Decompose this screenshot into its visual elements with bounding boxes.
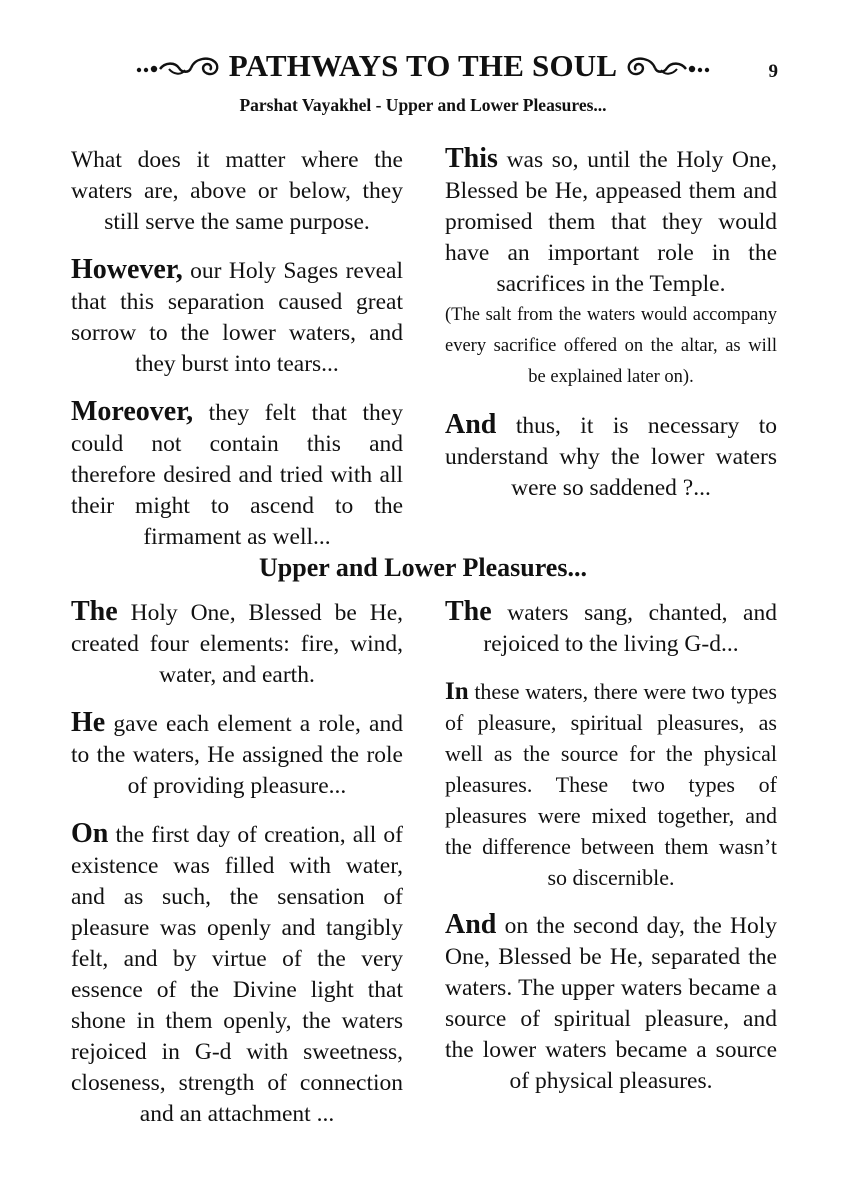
paragraph	[445, 143, 777, 300]
paragraph	[71, 254, 403, 380]
paragraph-lead-word: On	[71, 818, 109, 849]
section-heading: Upper and Lower Pleasures...	[259, 553, 587, 582]
paragraph-text: they felt that they could not contain this and therefore desired and tried with all their might to ascend to the firmament as well...	[71, 400, 403, 550]
paragraph	[445, 909, 777, 1097]
paragraph-text: What does it matter where the waters are, above or below, they still serve the same purpose.	[71, 147, 403, 235]
paragraph-text: on the second day, the Holy One, Blessed be He, separated the waters. The upper waters became a source of spiritual pleasure, and the lower waters became a source of physical pleasures.	[445, 913, 777, 1094]
top-left-column	[71, 143, 403, 569]
paragraph-text: waters sang, chanted, and rejoiced to the living G-d...	[483, 600, 777, 657]
book-title: PATHWAYS TO THE SOUL	[135, 48, 712, 84]
page-number: 9	[768, 61, 778, 82]
paragraph-lead-word: And	[445, 409, 497, 440]
paragraph-lead-word: However,	[71, 254, 183, 285]
paragraph	[71, 596, 403, 691]
bottom-right-column	[445, 596, 777, 1113]
bottom-left-column	[71, 596, 403, 1146]
parenthetical-note	[445, 300, 777, 393]
paragraph-text: Holy One, Blessed be He, created four elements: fire, wind, water, and earth.	[71, 600, 403, 688]
running-header	[0, 48, 846, 84]
paragraph-text: was so, until the Holy One, Blessed be He, appeased them and promised them that they would have an important role in the sacrifices in the Temple.	[445, 147, 777, 297]
paragraph-text: gave each element a role, and to the waters, He assigned the role of providing pleasure...	[71, 711, 403, 799]
paragraph-text: the first day of creation, all of existence was filled with water, and as such, the sensation of pleasure was openly and tangibly felt, and by virtue of the very essence of the Divine light that shone in them openly, the waters rejoiced in G-d with sweetness, closeness, strength of connection and an attachment ...	[71, 822, 403, 1127]
paragraph-text: thus, it is necessary to understand why the lower waters were so saddened ?...	[445, 413, 777, 501]
paragraph-lead-word: In	[445, 678, 469, 705]
paragraph-lead-word: This	[445, 143, 498, 174]
paragraph	[71, 707, 403, 802]
paragraph-text: these waters, there were two types of pleasure, spiritual pleasures, as well as the source for the physical pleasures. These two types of pleasures were mixed together, and the difference between them wasn’t so discernible.	[445, 679, 777, 890]
paragraph	[445, 409, 777, 504]
paragraph-lead-word: He	[71, 707, 106, 738]
paragraph	[71, 396, 403, 553]
paragraph-lead-word: The	[445, 596, 492, 627]
chapter-subtitle: Parshat Vayakhel - Upper and Lower Pleasures...	[239, 95, 607, 115]
paragraph-lead-word: The	[71, 596, 118, 627]
paragraph-text: (The salt from the waters would accompany every sacrifice offered on the altar, as will be explained later on).	[445, 305, 777, 387]
paragraph	[445, 596, 777, 660]
left-flourish-ornament	[135, 51, 223, 81]
paragraph	[445, 676, 777, 893]
paragraph-lead-word: And	[445, 909, 497, 940]
paragraph	[71, 143, 403, 238]
paragraph-lead-word: Moreover,	[71, 396, 194, 427]
top-right-column	[445, 143, 777, 520]
paragraph	[71, 818, 403, 1130]
paragraph-text: our Holy Sages reveal that this separation caused great sorrow to the lower waters, and they burst into tears...	[71, 258, 403, 377]
right-flourish-ornament	[623, 51, 711, 81]
